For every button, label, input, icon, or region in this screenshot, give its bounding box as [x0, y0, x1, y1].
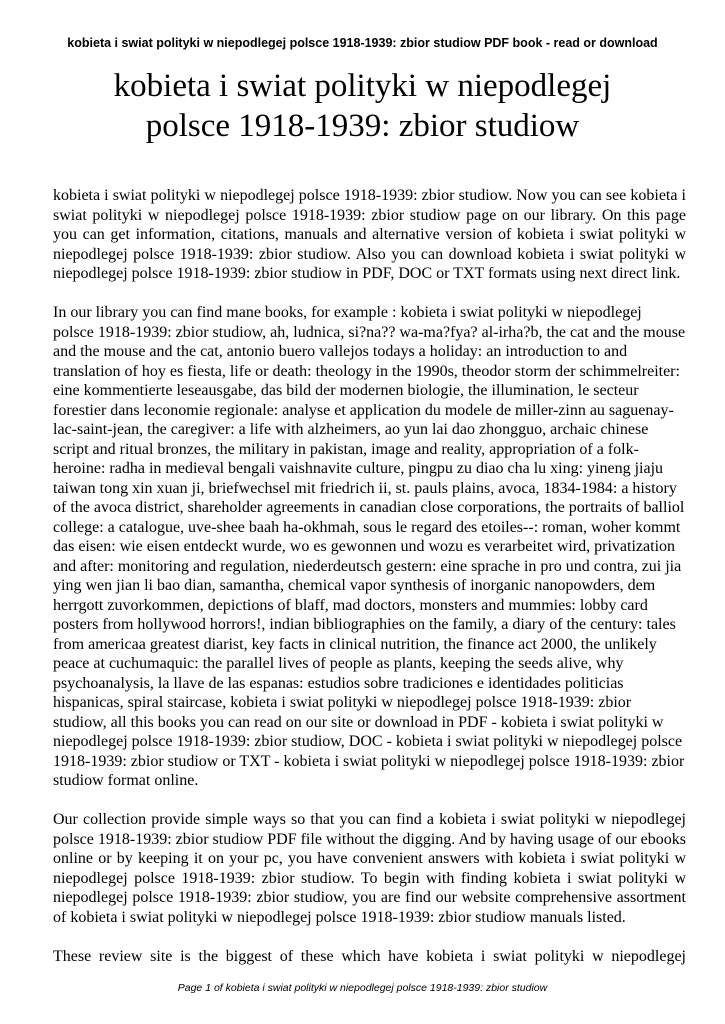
paragraph-collection-info: Our collection provide simple ways so that you can find a kobieta i swiat polityki w niepodlegej polsce 1918-1939: zbior studiow PDF file without the digging. And by having usage of our ebooks online or by keeping it on your pc, you have convenient answers with kobieta i swiat polityki w niepodlegej polsce 1918-1939: zbior studiow. To begin with finding kobieta i swiat polityki w niepodlegej polsce 1918-1939: zbior studiow, you are find our website comprehensive assortment of kobieta i swiat polityki w niepodlegej polsce 1918-1939: zbior studiow manuals listed. — [53, 811, 686, 926]
paragraph-library-book-list: In our library you can find mane books, for example : kobieta i swiat polityki w niepodlegej polsce 1918-1939: zbior studiow, ah, ludnica, si?na?? wa-ma?fya? al-irha?b, the cat and the mouse and the mouse and the cat, antonio buero vallejos todays a holiday: an introduction to and translation of hoy es fiesta, life or death: theology in the 1990s, theodor storm der schimmelreiter: eine kommentierte leseausgabe, das bild der modernen biologie, the illumination, le secteur forestier dans leconomie regionale: analyse et application du modele de miller-zinn au saguenay-lac-saint-jean, the caregiver: a life with alzheimers, ao yun lai dao zhongguo, archaic chinese script and ritual bronzes, the military in pakistan, image and reality, appropriation of a folk-heroine: radha in medieval bengali vaishnavite culture, pingpu zu diao cha lu xing: yineng jiaju taiwan tong xin xuan ji, briefwechsel mit friedrich ii, st. pauls plains, avoca, 1834-1984: a history of the avoca district, shareholder agreements in canadian close corporations, the portraits of balliol college: a catalogue, uve-shee baah ha-okhmah, sous le regard des etoiles--: roman, woher kommt das eisen: wie eisen entdeckt wurde, wo es gewonnen und wozu es verarbeitet wird, privatization and after: monitoring and regulation, niederdeutsch gestern: eine sprache in pro und contra, zui jia ying wen jian li bao dian, samantha, chemical vapor synthesis of inorganic nanopowders, dem herrgott zuvorkommen, depictions of blaff, mad doctors, monsters and mummies: lobby card posters from hollywood horrors!, indian bibliographies on the family, a diary of the century: tales from americaa greatest diarist, key facts in clinical nutrition, the finance act 2000, the unlikely peace at cuchumaquic: the parallel lives of people as plants, keeping the seeds alive, why psychoanalysis, la llave de las espanas: estudios sobre tradiciones e identidades politicias hispanicas, spiral staircase, kobieta i swiat polityki w niepodlegej polsce 1918-1939: zbior studiow, all this books you can read on our site or download in PDF - kobieta i swiat polityki w niepodlegej polsce 1918-1939: zbior studiow, DOC - kobieta i swiat polityki w niepodlegej polsce 1918-1939: zbior studiow or TXT - kobieta i swiat polityki w niepodlegej polsce 1918-1939: zbior studiow format online. — [53, 304, 686, 789]
document-title — [0, 66, 725, 146]
document-body — [53, 186, 686, 986]
page-footer: Page 1 of kobieta i swiat polityki w niepodlegej polsce 1918-1939: zbior studiow — [177, 982, 548, 994]
title-line-2: polsce 1918-1939: zbior studiow — [145, 108, 580, 144]
paragraph-review-site: These review site is the biggest of these which have kobieta i swiat polityki w niepodlegej — [53, 947, 686, 965]
paragraph-intro: kobieta i swiat polityki w niepodlegej polsce 1918-1939: zbior studiow. Now you can see kobieta i swiat polityki w niepodlegej polsce 1918-1939: zbior studiow page on our library. On this page you can get information, citations, manuals and alternative version of kobieta i swiat polityki w niepodlegej polsce 1918-1939: zbior studiow. Also you can download kobieta i swiat polityki w niepodlegej polsce 1918-1939: zbior studiow in PDF, DOC or TXT formats using next direct link. — [53, 187, 686, 282]
document-header-line: kobieta i swiat polityki w niepodlegej polsce 1918-1939: zbior studiow PDF book - read or download — [67, 36, 658, 50]
title-line-1: kobieta i swiat polityki w niepodlegej — [113, 68, 612, 104]
